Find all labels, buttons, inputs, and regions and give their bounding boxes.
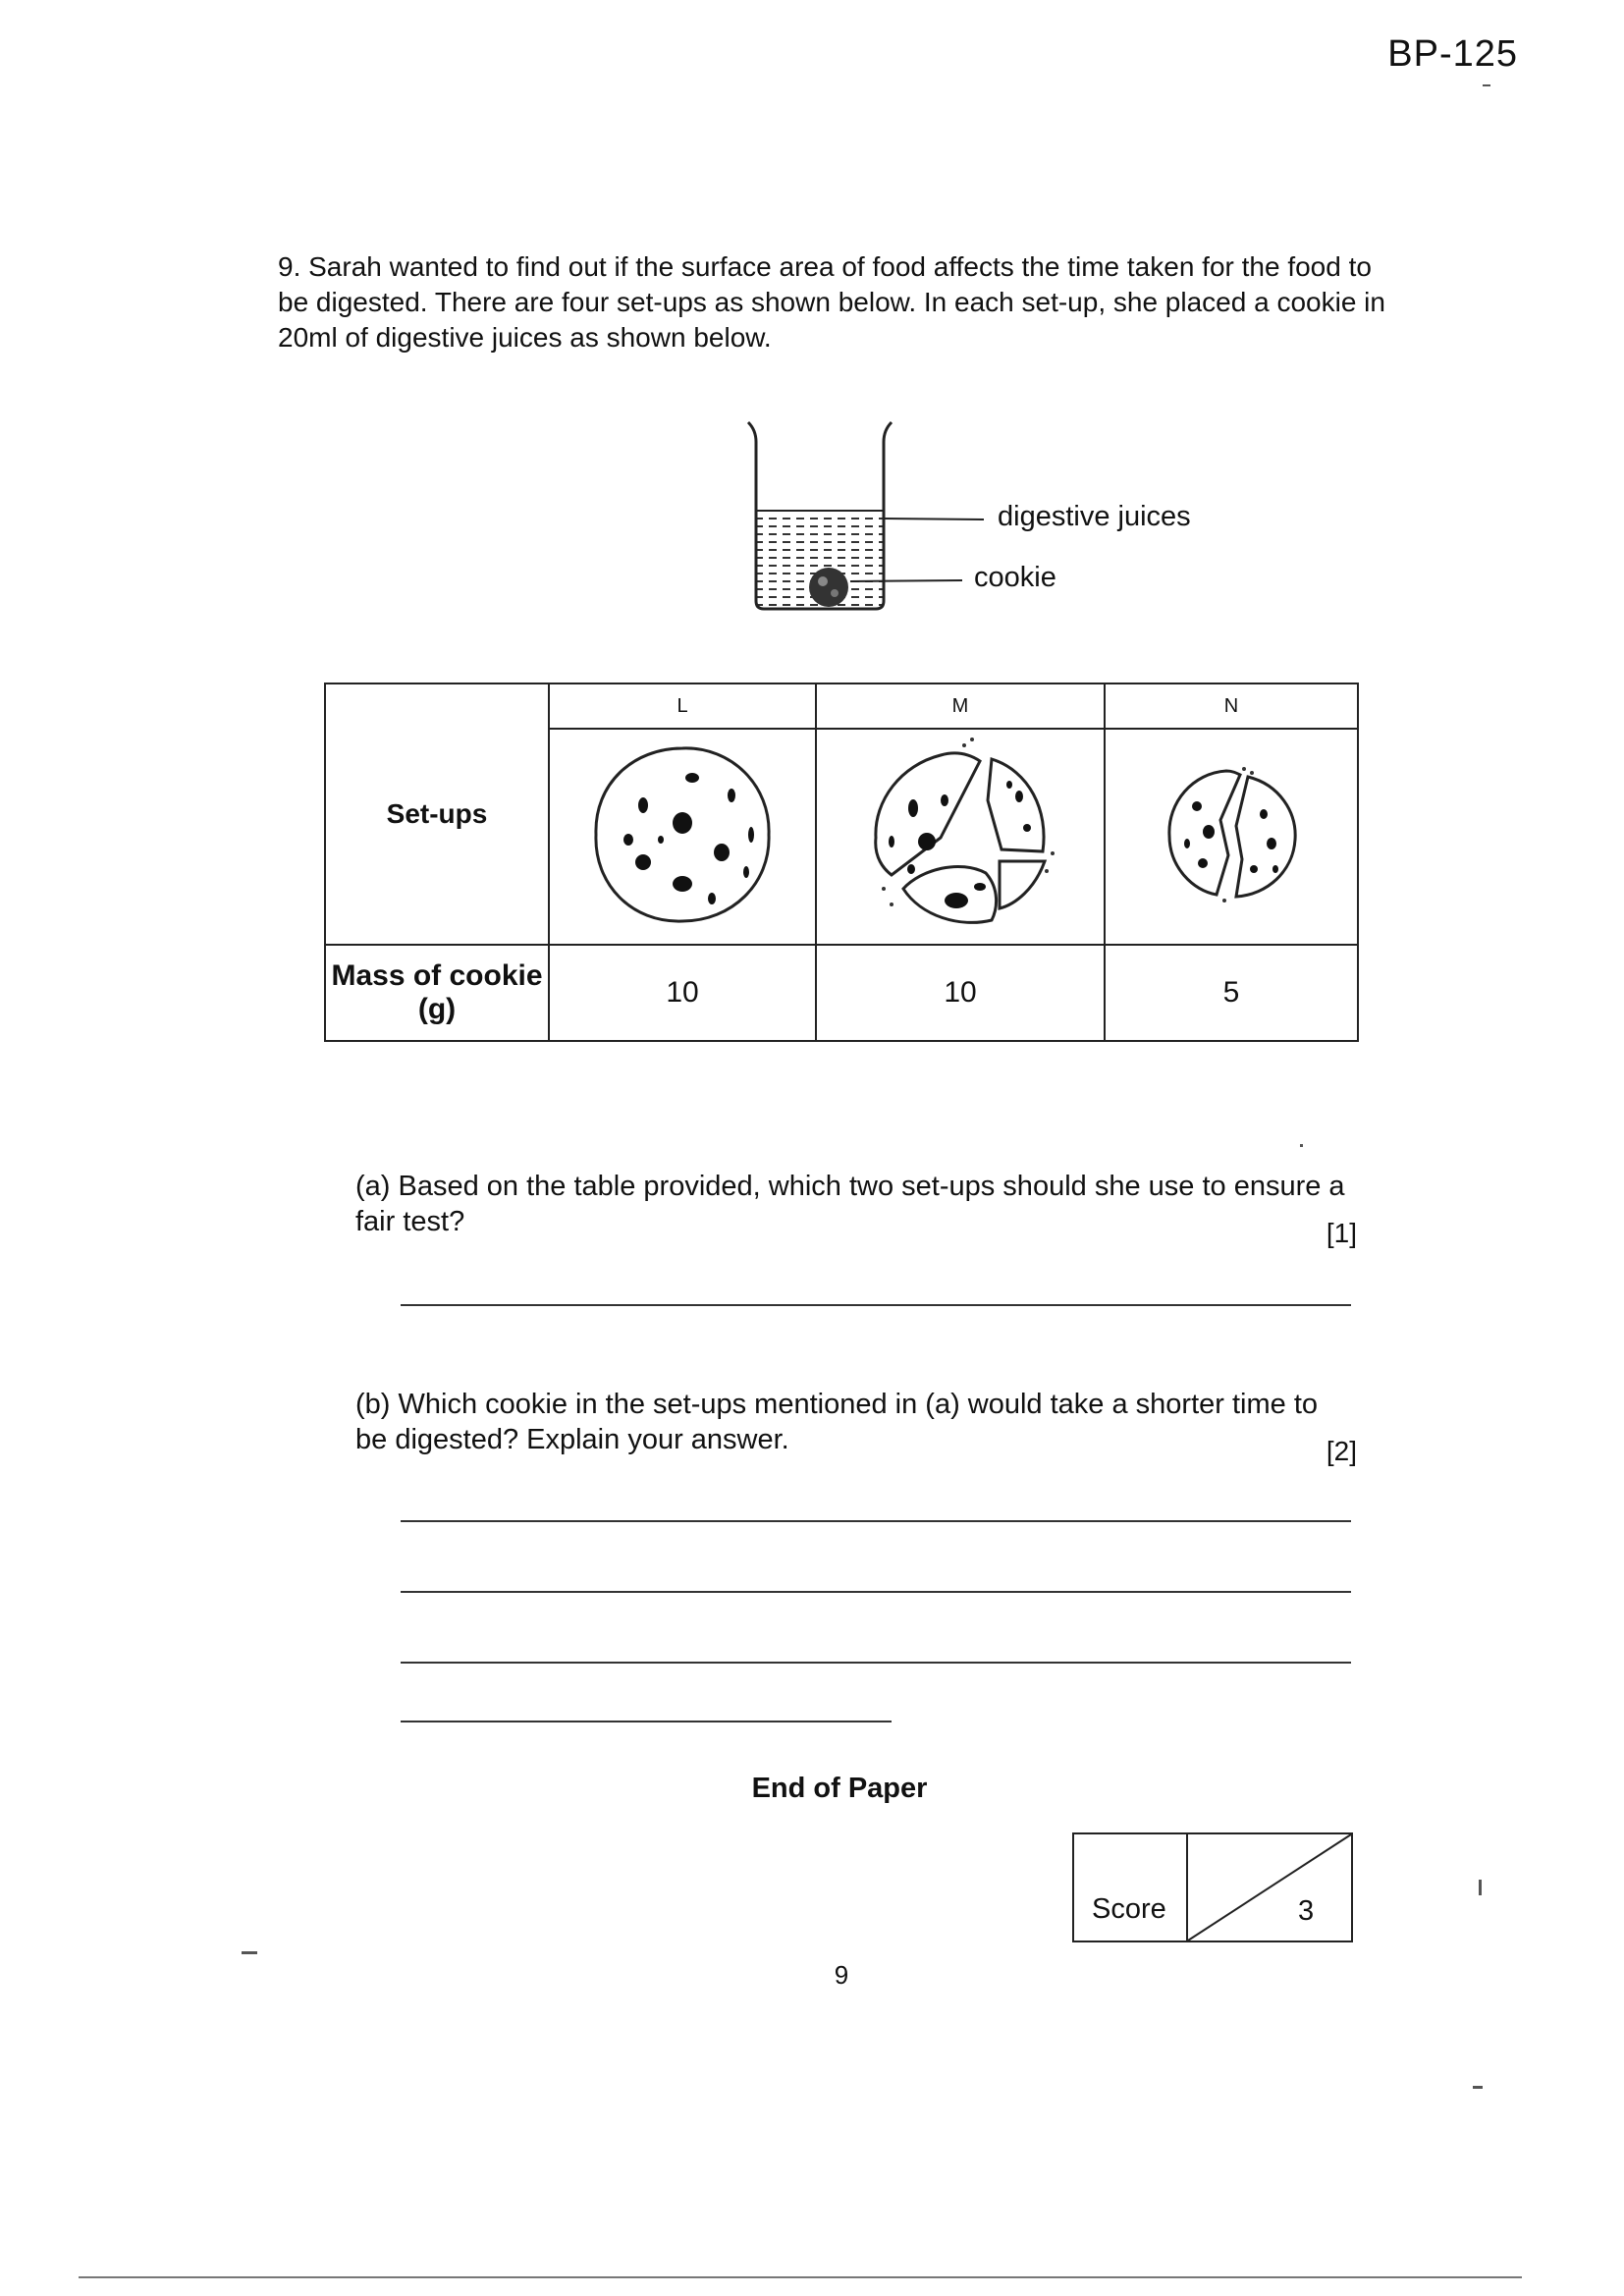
column-header-n: N [1105, 683, 1358, 729]
broken-cookie-icon [862, 732, 1058, 938]
page-number: 9 [834, 1960, 849, 1990]
whole-cookie-icon [584, 737, 781, 933]
setups-row-label: Set-ups [325, 683, 549, 945]
part-b-question [355, 1387, 1357, 1466]
scan-mark [242, 1951, 257, 1954]
mass-row-label: Mass of cookie (g) [325, 945, 549, 1041]
cookie-pointer-line [850, 580, 962, 581]
label-cookie: cookie [974, 562, 1056, 593]
mass-l: 10 [549, 945, 816, 1041]
part-b-text: (b) Which cookie in the set-ups mentioned in (a) would take a shorter time to be digested? Explain your answer. [355, 1389, 1319, 1455]
paper-code: BP-125 [1387, 33, 1518, 75]
beaker-diagram [727, 412, 1237, 633]
answer-line-b2[interactable] [401, 1591, 1351, 1593]
answer-line-b3[interactable] [401, 1662, 1351, 1664]
part-a-marks: [1] [1326, 1218, 1357, 1248]
page-edge-line [79, 2276, 1522, 2278]
answer-line-a[interactable] [401, 1304, 1351, 1306]
scan-mark [1479, 1880, 1482, 1895]
question-stem: 9. Sarah wanted to find out if the surface area of food affects the time taken for the food to be digested. There are four set-ups as shown below. In each set-up, she placed a cookie in 20ml of digestive juices as shown below. [278, 251, 1385, 353]
mass-n: 5 [1105, 945, 1358, 1041]
score-total: 3 [1298, 1895, 1315, 1927]
answer-line-b1[interactable] [401, 1520, 1351, 1522]
answer-line-b4[interactable] [401, 1721, 892, 1722]
small-split-cookie-icon [1158, 761, 1305, 908]
scan-mark [1483, 84, 1490, 86]
cookie-icon [809, 568, 848, 607]
setup-m-cell [816, 729, 1105, 945]
setup-l-cell [549, 729, 816, 945]
label-digestive-juices: digestive juices [998, 501, 1191, 532]
score-label: Score [1092, 1893, 1166, 1925]
setup-n-cell [1105, 729, 1358, 945]
column-header-m: M [816, 683, 1105, 729]
part-a-text: (a) Based on the table provided, which two set-ups should she use to ensure a fair test? [355, 1171, 1345, 1237]
score-diagonal [1188, 1834, 1351, 1941]
setups-table [324, 683, 1359, 1042]
scan-mark [1300, 1144, 1303, 1147]
column-header-l: L [549, 683, 816, 729]
scan-mark [1473, 2086, 1483, 2089]
mass-m: 10 [816, 945, 1105, 1041]
end-of-paper: End of Paper [751, 1773, 928, 1804]
part-a-question [355, 1169, 1357, 1248]
part-b-marks: [2] [1326, 1436, 1357, 1466]
score-box [1072, 1832, 1353, 1942]
